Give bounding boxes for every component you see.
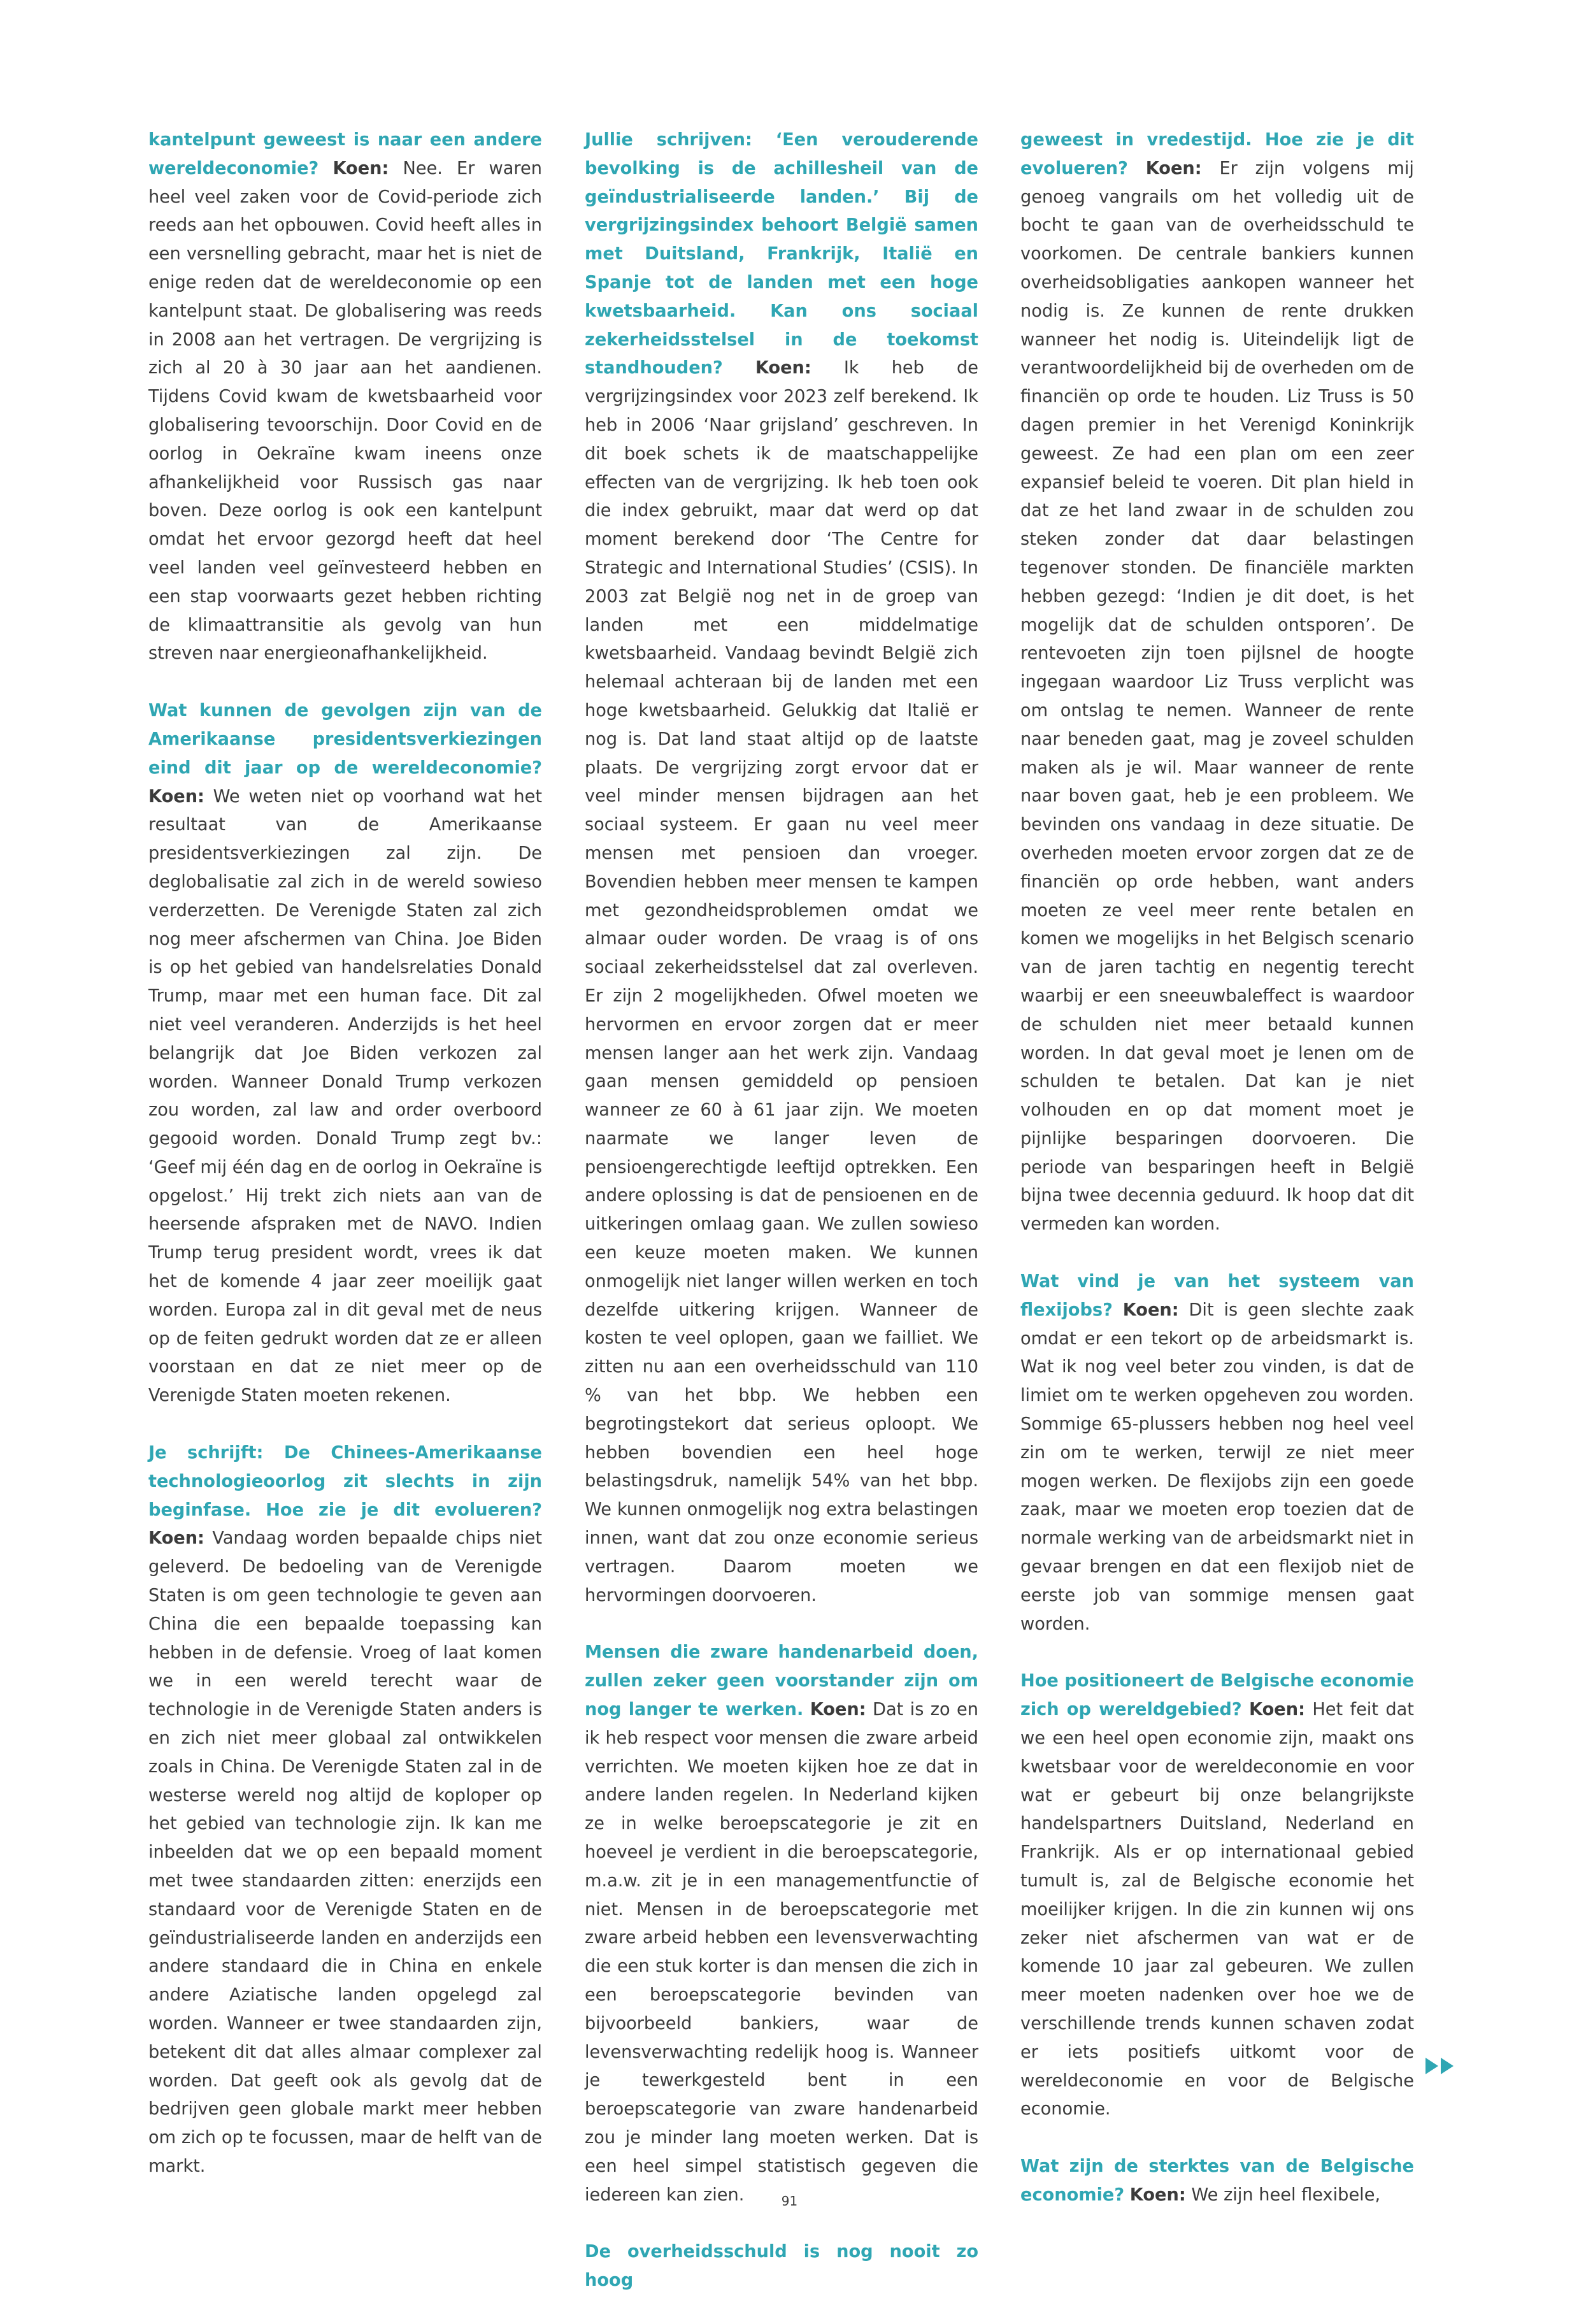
paragraph — [585, 126, 978, 1610]
speaker: Koen: — [1249, 1700, 1305, 1720]
answer: Dit is geen slechte zaak omdat er een tekort op de arbeidsmarkt is. Wat ik nog veel beter zou vinden, is dat de limiet om te werken opgeheven zou worden. Sommige 65-plussers hebben nog heel veel zin om te werken, terwijl ze niet meer mogen werken. De flexijobs zijn een goede zaak, maar we moeten erop toezien dat de normale werking van de arbeidsmarkt niet in gevaar brengen en dat een flexijob niet de eerste job van sommige mensen gaat worden. — [1020, 1300, 1414, 1634]
answer: Vandaag worden bepaalde chips niet geleverd. De bedoeling van de Verenigde Staten is om geen technologie te geven aan China die een bepaalde toepassing kan hebben in de defensie. Vroeg of laat komen we in een wereld terecht waar de technologie in de Verenigde Staten anders is en zich niet meer globaal zal ontwikkelen zoals in China. De Verenigde Staten zal in de westerse wereld nog altijd de koploper op het gebied van technologie zijn. Ik kan me inbeelden dat we op een bepaald moment met twee standaarden zitten: enerzijds een standaard voor de Verenigde Staten en de geïndustrialiseerde landen en anderzijds een andere standaard die in China en enkele andere Aziatische landen opgelegd zal worden. Wanneer er twee standaarden zijn, betekent dit dat alles almaar complexer zal worden. Dat geeft ook als gevolg dat de bedrijven geen globale markt meer hebben om zich op te focussen, maar de helft van de markt. — [148, 1528, 542, 2176]
speaker: Koen: — [1129, 2184, 1186, 2205]
page-number: 91 — [781, 2193, 798, 2209]
speaker: Koen: — [755, 358, 811, 378]
answer: We zijn heel flexibele, — [1191, 2184, 1381, 2205]
question: Mensen die zware handenarbeid doen, zullen zeker geen voorstander zijn om nog langer te werken. — [585, 1642, 978, 1720]
paragraph — [1020, 1268, 1414, 1639]
paragraph — [148, 1439, 542, 2181]
question: Hoe positioneert de Belgische economie zich op wereldgebied? — [1020, 1671, 1414, 1720]
answer: Het feit dat we een heel open economie zijn, maakt ons kwetsbaar voor de wereldeconomie en voor wat er gebeurt bij onze belangrijkste handelspartners Duitsland, Nederland en Frankrijk. Als er op internationaal gebied tumult is, zal de Belgische economie het moeilijker krijgen. In die zin kunnen wij ons zeker niet afschermen van wat er de komende 10 jaar zal gebeuren. We zullen meer moeten nadenken over hoe we de verschillende trends kunnen schaven zodat er iets positiefs uitkomt voor de wereldeconomie en voor de Belgische economie. — [1020, 1700, 1414, 2120]
column-2 — [585, 126, 978, 2324]
column-3 — [1020, 126, 1414, 2239]
speaker: Koen: — [332, 158, 389, 178]
question: geweest in vredestijd. Hoe zie je dit evolueren? — [1020, 130, 1414, 178]
double-triangle-right-icon — [1425, 2056, 1456, 2076]
paragraph — [148, 126, 542, 668]
question: Wat zijn de sterktes van de Belgische economie? — [1020, 2156, 1414, 2205]
question: kantelpunt geweest is naar een andere wereldeconomie? — [148, 130, 542, 178]
speaker: Koen: — [810, 1700, 866, 1720]
answer: Ik heb de vergrijzingsindex voor 2023 zelf berekend. Ik heb in 2006 ‘Naar grijsland’ geschreven. In dit boek schets ik de maatschappelijke effecten van de vergrijzing. Ik heb toen ook die index gebruikt, maar dat werd op dat moment berekend door ‘The Centre for Strategic and International Studies’ (CSIS). In 2003 zat België nog net in de groep van landen met een middelmatige kwetsbaarheid. Vandaag bevindt België zich helemaal achteraan bij de landen met een hoge kwetsbaarheid. Gelukkig dat Italië er nog is. Dat land staat altijd op de laatste plaats. De vergrijzing zorgt ervoor dat er veel minder mensen bijdragen aan het sociaal systeem. Er gaan nu veel meer mensen met pensioen dan vroeger. Bovendien hebben meer mensen te kampen met gezondheidsproblemen omdat we almaar ouder worden. De vraag is of ons sociaal zekerheidsstelsel dat zal overleven. Er zijn 2 mogelijkheden. Ofwel moeten we hervormen en ervoor zorgen dat er meer mensen langer aan het werk zijn. Vandaag gaan mensen gemiddeld op pensioen wanneer ze 60 à 61 jaar zijn. We moeten naarmate we langer leven de pensioengerechtigde leeftijd optrekken. Een andere oplossing is dat de pensioenen en de uitkeringen omlaag gaan. We zullen sowieso een keuze moeten maken. We kunnen onmogelijk niet langer willen werken en toch dezelfde uitkering krijgen. Wanneer de kosten te veel oplopen, gaan we failliet. We zitten nu aan een overheidsschuld van 110 % van het bbp. We hebben een begrotingstekort dat serieus oploopt. We hebben bovendien een heel hoge belastingsdruk, namelijk 54% van het bbp. We kunnen onmogelijk nog extra belastingen innen, want dat zou onze economie serieus vertragen. Daarom moeten we hervormingen doorvoeren. — [585, 358, 978, 1605]
speaker: Koen: — [1122, 1300, 1179, 1320]
question: Je schrijft: De Chinees-Amerikaanse technologieoorlog zit slechts in zijn beginfase. Hoe zie je dit evolueren? — [148, 1443, 542, 1520]
answer: We weten niet op voorhand wat het resultaat van de Amerikaanse presidentsverkiezingen zal zijn. De deglobalisatie zal zich in de wereld sowieso verderzetten. De Verenigde Staten zal zich nog meer afschermen van China. Joe Biden is op het gebied van handelsrelaties Donald Trump, maar met een human face. Dit zal niet veel veranderen. Anderzijds is het heel belangrijk dat Joe Biden verkozen zal worden. Wanneer Donald Trump verkozen zou worden, zal law and order overboord gegooid worden. Donald Trump zegt bv.: ‘Geef mij één dag en de oorlog in Oekraïne is opgelost.’ Hij trekt zich niets aan van de heersende afspraken met de NAVO. Indien Trump terug president wordt, vrees ik dat het de komende 4 jaar zeer moeilijk gaat worden. Europa zal in dit geval met de neus op de feiten gedrukt worden dat ze er alleen voorstaan en dat ze niet meer op de Verenigde Staten moeten rekenen. — [148, 786, 542, 1406]
question: Jullie schrijven: ‘Een verouderende bevolking is de achillesheil van de geïndustrialiseerde landen.’ Bij de vergrijzingsindex behoort België samen met Duitsland, Frankrijk, Italië en Spanje tot de landen met een hoge kwetsbaarheid. Kan ons sociaal zekerheidsstelsel in de toekomst standhouden? — [585, 130, 978, 378]
answer: Nee. Er waren heel veel zaken voor de Covid-periode zich reeds aan het opbouwen. Covid heeft alles in een versnelling gebracht, maar het is niet de enige reden dat de wereldeconomie op een kantelpunt staat. De globalisering was reeds in 2008 aan het vertragen. De vergrijzing is zich al 20 à 30 jaar aan het aandienen. Tijdens Covid kwam de kwetsbaarheid voor globalisering tevoorschijn. Door Covid en de oorlog in Oekraïne kwam ineens onze afhankelijkheid voor Russisch gas naar boven. Deze oorlog is ook een kantelpunt omdat het ervoor gezorgd heeft dat heel veel landen veel geïnvesteerd hebben en een stap voorwaarts gezet hebben richting de klimaattransitie als gevolg van hun streven naar energieonafhankelijkheid. — [148, 158, 542, 664]
question: Wat kunnen de gevolgen zijn van de Amerikaanse presidentsverkiezingen eind dit jaar op de wereldeconomie? — [148, 701, 542, 778]
question: Wat vind je van het systeem van flexijobs? — [1020, 1272, 1414, 1320]
paragraph — [148, 697, 542, 1410]
speaker: Koen: — [148, 1528, 204, 1549]
paragraph — [1020, 126, 1414, 1239]
answer: Dat is zo en ik heb respect voor mensen die zware arbeid verrichten. We moeten kijken hoe ze dat in andere landen regelen. In Nederland kijken ze in welke beroepscategorie je zit en hoeveel je verdient in die beroepscategorie, m.a.w. zit je in een managementfunctie of niet. Mensen in de beroepscategorie met zware arbeid hebben een levensverwachting die een stuk korter is dan mensen die zich in een beroepscategorie bevinden van bijvoorbeeld bankiers, waar de levensverwachting redelijk hoog is. Wanneer je tewerkgesteld bent in een beroepscategorie van zware handenarbeid zou je minder lang moeten werken. Dat is een heel simpel statistisch gegeven die iedereen kan zien. — [585, 1700, 979, 2205]
question: De overheidsschuld is nog nooit zo hoog — [585, 2242, 978, 2291]
paragraph — [585, 1639, 978, 2209]
column-1 — [148, 126, 542, 2210]
paragraph — [1020, 1667, 1414, 2124]
answer: Er zijn volgens mij genoeg vangrails om het volledig uit de bocht te gaan van de overheidsschuld te voorkomen. De centrale bankiers kunnen overheidsobligaties aankopen wanneer het nodig is. Ze kunnen de rente drukken wanneer het nodig is. Uiteindelijk ligt de verantwoordelijkheid bij de overheden om de financiën op orde te houden. Liz Truss is 50 dagen premier in het Verenigd Koninkrijk geweest. Ze had een plan om een zeer expansief beleid te voeren. Dit plan hield in dat ze het land zwaar in de schulden zou steken zonder dat daar belastingen tegenover stonden. De financiële markten hebben gezegd: ‘Indien je dit doet, is het mogelijk dat de schulden ontsporen’. De rentevoeten zijn toen pijlsnel de hoogte ingegaan waardoor Liz Truss verplicht was om ontslag te nemen. Wanneer de rente naar beneden gaat, mag je zoveel schulden maken als je wil. Maar wanneer de rente naar boven gaat, heb je een probleem. We bevinden ons vandaag in deze situatie. De overheden moeten ervoor zorgen dat ze de financiën op orde hebben, want anders moeten ze veel meer rente betalen en komen we mogelijks in het Belgisch scenario van de jaren tachtig en negentig terecht waarbij er een sneeuwbaleffect is waardoor de schulden niet meer betaald kunnen worden. In dat geval moet je lenen om de schulden te betalen. Dat kan je niet volhouden en op dat moment moet je pijnlijke besparingen doorvoeren. Die periode van besparingen heeft in België bijna twee decennia geduurd. Ik hoop dat dit vermeden kan worden. — [1020, 158, 1414, 1235]
speaker: Koen: — [148, 786, 204, 807]
paragraph — [585, 2238, 978, 2295]
speaker: Koen: — [1145, 158, 1202, 178]
